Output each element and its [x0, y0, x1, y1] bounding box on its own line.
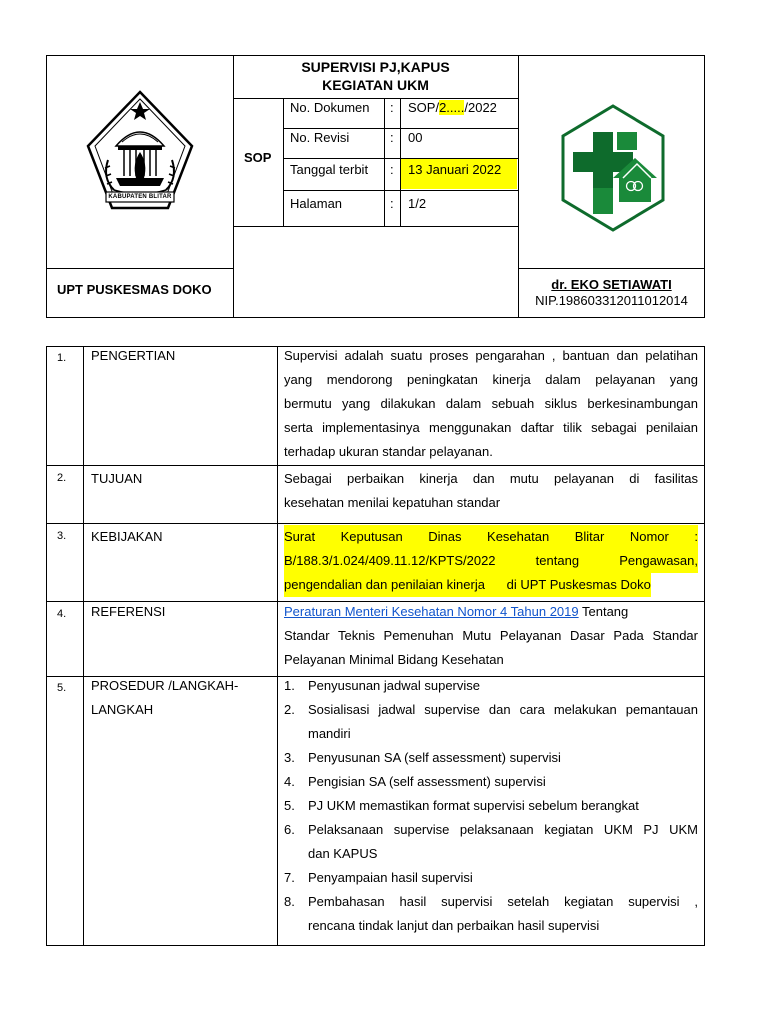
body-line: B/188.3/1.024/409.11.12/KPTS/2022 tentang Pengawasan, [284, 549, 698, 573]
meta-sep: : [390, 130, 394, 145]
step-line: Penyusunan jadwal supervise [308, 678, 480, 693]
signer-name: dr. EKO SETIAWATI [551, 277, 672, 292]
logo-caption: KABUPATEN BLITAR [108, 194, 172, 200]
step-number: 2. [284, 702, 295, 717]
step-line: mandiri [308, 726, 351, 741]
section-number: 3. [57, 530, 67, 542]
body-line: bermutu yang dilakukan dalam sebuah siklus berkesinambungan [284, 396, 698, 411]
procedure-step [284, 698, 698, 746]
section-body-referensi [284, 600, 698, 672]
section-number: 2. [57, 472, 67, 484]
step-line: Pembahasan hasil supervisi setelah kegiatan supervisi , [308, 894, 698, 909]
divider [233, 226, 518, 227]
meta-value-part: /2022 [464, 100, 497, 115]
meta-value-revision: 00 [408, 130, 423, 145]
meta-label: No. Dokumen [290, 100, 370, 115]
section-number: 1. [57, 352, 67, 364]
divider [233, 56, 234, 317]
section-number: 4. [57, 608, 67, 620]
meta-sep: : [390, 162, 394, 177]
divider [233, 98, 518, 99]
step-line: Penyampaian hasil supervisi [308, 870, 473, 885]
procedure-step [284, 866, 698, 890]
step-number: 4. [284, 774, 295, 789]
step-line: Pelaksanaan supervise pelaksanaan kegiatan UKM PJ UKM [308, 822, 698, 837]
step-line: dan KAPUS [308, 846, 378, 861]
procedure-step [284, 794, 698, 818]
divider [47, 465, 704, 466]
regulation-link[interactable]: Peraturan Menteri Kesehatan Nomor 4 Tahun 2019 [284, 604, 579, 619]
divider [283, 98, 284, 226]
sop-label: SOP [244, 150, 272, 165]
step-line: Sosialisasi jadwal supervise dan cara melakukan pemantauan [308, 702, 698, 717]
body-line: pengendalian dan penilaian kinerja di UPT Puskesmas Doko [284, 573, 651, 597]
procedure-step [284, 674, 698, 698]
section-title [91, 674, 238, 722]
step-number: 6. [284, 822, 295, 837]
step-number: 1. [284, 678, 295, 693]
body-line: terhadap ukuran standar pelayanan. [284, 444, 493, 459]
body-line [284, 600, 698, 624]
meta-value-doc-number [408, 100, 497, 116]
divider [518, 268, 705, 269]
signer-nip: NIP.198603312011012014 [535, 293, 688, 308]
sop-content-table [46, 346, 705, 946]
step-line: Penyusunan SA (self assessment) supervisi [308, 750, 561, 765]
step-number: 8. [284, 894, 295, 909]
step-line: PJ UKM memastikan format supervisi sebelum berangkat [308, 798, 639, 813]
link-tail: Tentang [578, 604, 629, 619]
step-number: 3. [284, 750, 295, 765]
kabupaten-blitar-logo [84, 86, 196, 214]
body-line: yang mendorong peningkatan kinerja dalam pelayanan yang [284, 372, 698, 387]
step-number: 7. [284, 870, 295, 885]
section-title: PENGERTIAN [91, 348, 176, 363]
divider [384, 98, 385, 226]
title-line: LANGKAH [91, 702, 154, 717]
body-line: Standar Teknis Pemenuhan Mutu Pelayanan Dasar Pada Standar [284, 628, 698, 643]
divider [283, 128, 518, 129]
meta-label: Tanggal terbit [290, 162, 369, 177]
section-title: KEBIJAKAN [91, 529, 163, 544]
divider [83, 347, 84, 945]
body-line: kesehatan menilai kepatuhan standar [284, 495, 501, 510]
organization-name: UPT PUSKESMAS DOKO [57, 282, 212, 297]
step-line: rencana tindak lanjut dan perbaikan hasil supervisi [308, 918, 600, 933]
divider [47, 268, 233, 269]
step-line: Pengisian SA (self assessment) supervisi [308, 774, 546, 789]
title-line: SUPERVISI PJ,KAPUS [301, 59, 450, 75]
meta-label: No. Revisi [290, 130, 350, 145]
section-body-kebijakan [284, 525, 698, 597]
section-number: 5. [57, 682, 67, 694]
meta-sep: : [390, 100, 394, 115]
title-line: PROSEDUR /LANGKAH- [91, 678, 239, 693]
body-line: serta implementasinya menggunakan daftar tilik sebagai penilaian [284, 420, 698, 435]
procedure-step [284, 890, 698, 938]
procedure-steps [284, 674, 698, 938]
body-line: Sebagai perbaikan kinerja dan mutu pelayanan di fasilitas [284, 471, 698, 486]
body-line: Surat Keputusan Dinas Kesehatan Blitar Nomor : [284, 525, 698, 549]
procedure-step [284, 746, 698, 770]
body-line: Supervisi adalah suatu proses pengarahan , bantuan dan pelatihan [284, 348, 698, 363]
puskesmas-logo [557, 102, 669, 236]
section-title: REFERENSI [91, 604, 166, 619]
section-body-tujuan [284, 467, 698, 515]
body-line: Pelayanan Minimal Bidang Kesehatan [284, 652, 504, 667]
document-title [233, 58, 518, 94]
section-body-pengertian [284, 344, 698, 464]
divider [277, 347, 278, 945]
meta-value-date: 13 Januari 2022 [408, 162, 502, 177]
meta-value-page: 1/2 [408, 196, 427, 211]
meta-sep: : [390, 196, 394, 211]
meta-label: Halaman [290, 196, 343, 211]
procedure-step [284, 818, 698, 866]
divider [283, 190, 518, 191]
sop-header [46, 55, 705, 318]
section-title: TUJUAN [91, 471, 143, 486]
title-line: KEGIATAN UKM [322, 77, 429, 93]
divider [47, 523, 704, 524]
meta-value-part: SOP/ [408, 100, 440, 115]
procedure-step [284, 770, 698, 794]
meta-value-highlight: 2..... [439, 100, 465, 115]
step-number: 5. [284, 798, 295, 813]
